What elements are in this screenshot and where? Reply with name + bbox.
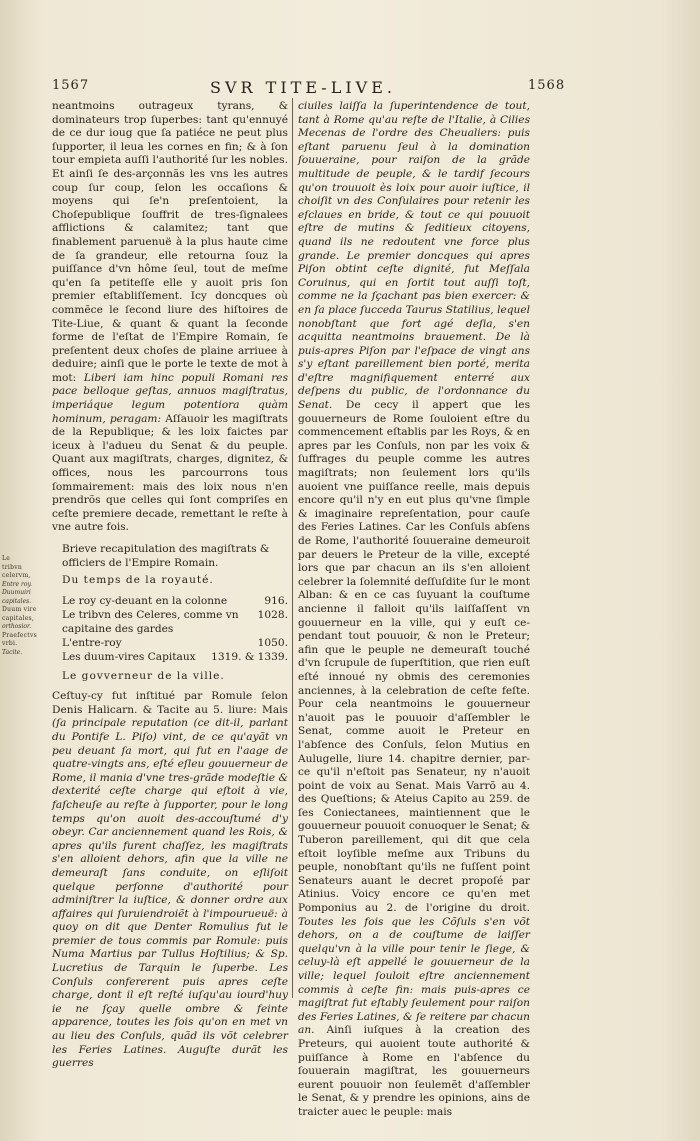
body-paragraph: [52, 100, 288, 535]
running-title: SVR TITE-LIVE.: [210, 78, 396, 97]
section-heading: Brieve recapitulation des magiſtrats & officiers de l'Empire Romain.: [62, 543, 270, 569]
running-header: [0, 78, 700, 98]
body-paragraph: [52, 690, 288, 1071]
magistrate-ref: 1028.: [257, 609, 288, 622]
latin-quote: Liberi iam hinc populi Romani res pace belloque geſtas, annuos magiſtratus, imperiáque legum potentiora quàm hominum, peragam:: [52, 371, 289, 425]
governor-heading: Le govverneur de la ville.: [62, 670, 225, 683]
margin-note: Tacite.: [2, 648, 23, 656]
list-item: [62, 636, 288, 650]
pomponius-quote: Toutes les fois que les Cõſuls s'en võt dehors, on a de couſtume de laiſſer quelqu'vn à la ville pour tenir le ſiege, & celuy-là eſt appellé le gouuerneur de la ville; lequel ſouloit eſtre anciennement commis à ceſte fin: mais puis-apres ce magiſtrat fut eſtably ſeulement pour raiſon des Feries Latines, & ſe reitere par chacun an.: [298, 915, 530, 1037]
margin-note: tribvn: [2, 563, 23, 571]
body-paragraph: [298, 100, 530, 1120]
column-divider: [292, 98, 293, 998]
magistrate-list: [62, 594, 288, 664]
margin-note: Entre roy.: [2, 580, 32, 588]
margin-note: Duumuiri capitales.: [2, 589, 32, 605]
governor-text: Ceſtuy-cy fut inſtitué par Romule ſelon Denis Halicarn. & Tacite au 5. liure: Mais: [52, 690, 288, 716]
right-page-number: 1568: [528, 78, 566, 93]
margin-notes: [2, 555, 50, 657]
intro-text: neantmoins outrageux tyrans, & dominateurs trop ſuperbes: tant qu'ennuyé de ce dur ioug que ſa patiéce ne peut plus ſupporter, il leua les cornes en fin; & à ſon tour empieta auſſi l'authorité ſur les nobles. Et ainſi ſe des-arçonnãs les vns les autres coup ſur coup, ſelon les occaſions & moyens qui ſe'n preſentoient, la Choſepublique ſouffrit de tres-ſignalees afflictions & calamitez; tant que finablement paruenuë à la plus haute cime de ſa grandeur, elle retourna ſouz la puiſſance d'vn hôme ſeul, tout de meſme qu'en ſa petiteſſe elle y auoit pris ſon premier eſtabliſſement. Icy doncques où commẽce le ſecond liure des hiſtoires de Tite-Liue, & quant & quant la ſeconde forme de l'eſtat de l'Empire Romain, ſe preſentent deux choſes de plaine arriuee à deduire; ainſi que le porte le texte de mot à mot:: [52, 100, 288, 384]
right-column: [298, 100, 530, 1120]
after-quote-text: Aſſauoir les magiſtrats de la Republique; & les loix faictes par iceux à l'adueu du Senat & du peuple. Quant aux magiſtrats, charges, dignitez, & offices, nous les parcourrons tous ſommairement: mais des loix nous n'en prendrõs que celles qui ſont compriſes en ceſte premiere decade, remettant le reſte à vne autre fois.: [52, 412, 288, 534]
margin-note: Duum vire: [2, 606, 37, 613]
margin-note: capitales,: [2, 614, 35, 622]
magistrate-label: Les duum-vires Capitaux: [62, 651, 196, 664]
list-item: [62, 650, 288, 664]
magistrate-label: Le roy cy-deuant en la colonne: [62, 595, 228, 608]
list-item: [62, 594, 288, 608]
margin-note: Praefectvs: [2, 631, 38, 639]
magistrate-label: L'entre-roy: [62, 637, 122, 650]
magistrate-ref: 1319. & 1339.: [211, 651, 288, 664]
margin-note: Le: [2, 555, 11, 562]
left-page-number: 1567: [52, 78, 90, 93]
left-column: [52, 100, 288, 1071]
sub-heading: Du temps de la royauté.: [62, 574, 214, 587]
magistrate-label: Le tribvn des Celeres, comme vn capitaine des gardes: [62, 609, 239, 636]
italic-quotation: (ſa principale reputation (ce dit-il, parlant du Pontife L. Piſo) vint, de ce qu'ayãt vn peu deuant ſa mort, qui fut en l'aage de quatre-vingts ans, eſté eſleu gouuerneur de Rome, il mania d'vne tres-grãde modeſtie & dexterité ceſte charge qui eſtoit à vie, faſcheuſe au reſte à ſupporter, pour le long temps qu'on auoit des-accouſtumé d'y obeyr. Car anciennement quand les Rois, & apres qu'ils furent chaſſez, les magiſtrats s'en alloient dehors, afin que la ville ne demeuraſt ſans conduite, on eſliſoit quelque perſonne d'authorité pour adminiſtrer la iuſtice, & donner ordre aux affaires qui ſuruiendroiẽt à l'impourueuë: à quoy on dit que Denter Romulius fut le premier de tous commis par Romule: puis Numa Martius par Tullus Hoſtilius; & Sp. Lucretius de Tarquin le ſuperbe. Les Conſuls confererent puis apres ceſte charge, dont il eſt reſté iuſqu'au iourd'huy ie ne ſçay quelle ombre & feinte apparence, toutes les fois qu'on en met vn au lieu des Conſuls, quãd ils võt celebrer les Feries Latines. Auguſte durãt les guerres: [52, 717, 288, 1070]
margin-note: vrbi.: [2, 640, 18, 647]
italic-quotation: ciuiles laiſſa la ſuperintendence de tout, tant à Rome qu'au reſte de l'Italie, à Cilies Mecenas de l'ordre des Cheualiers: puis eſtant paruenu ſeul à la domination ſouueraine, pour raiſon de la grãde multitude de peuple, & le tardif ſecours qu'on trouuoit ès loix pour auoir iuſtice, il choiſit vn des Conſulaires pour retenir les eſclaues en bride, & tout ce qui pouuoit eſtre de mutins & ſeditieux citoyens, quand ils ne redoutent vne force plus grande. Le premier doncques qui apres Piſon obtint ceſte dignité, fut Meſſala Coruinus, qui en ſortit tout auſſi toſt, comme ne la ſçachant pas bien exercer: & en ſa place ſucceda Taurus Statilius, lequel nonobſtant que fort agé deſia, s'en acquitta neantmoins brauement. De là puis-apres Piſon par l'eſpace de vingt ans s'y eſtant pareillement bien porté, merita d'eſtre magnifiquement enterré aux deſpens du public, de l'ordonnance du Senat.: [298, 100, 530, 412]
magistrate-ref: 916.: [264, 595, 288, 608]
list-item: [62, 608, 288, 636]
body-text: De cecy il appert que les gouuerneurs de Rome ſouloient eſtre du commencement eſtablis par les Roys, & en apres par les Conſuls, non par les voix & ſuffrages du peuple comme les autres magiſtrats; non ſeulement lors qu'ils auoient vne puiſſance reelle, mais depuis encore qu'il n'y en eut plus qu'vne ſimple & imaginaire repreſentation, pour cauſe des Feries Latines. Car les Conſuls abſens de Rome, l'authorité ſouueraine demeuroit par deuers le Preteur de la ville, excepté lors que par chacun an ils s'en alloient celebrer la ſolemnité deſſuſdite ſur le mont Alban: & en ce cas ſuyuant la couſtume ancienne il falloit qu'ils laiſſaſſent vn gouuerneur en la ville, qui y euſt ce-pendant tout pouuoir, & non le Preteur; afin que le peuple ne demeuraſt touché d'vn ſcrupule de ſuperſtition, que rien euſt eſté innoué ny obmis des ceremonies anciennes, à la celebration de ceſte feſte. Pour cela neantmoins le gouuerneur n'auoit pas le pouuoir d'aſſembler le Senat, comme auoit le Preteur en l'abſence des Conſuls, ſelon Mutius en Aulugelle, liure 14. chapitre dernier, par-ce qu'il n'eſtoit pas Senateur, ny n'auoit point de voix au Senat. Mais Varrõ au 4. des Queſtions; & Ateius Capito au 259. de ſes Coniectanees, maintiennent que le gouuerneur pouuoit conuoquer le Senat; & Tuberon pareillement, qui dit que cela eſtoit loyſible meſme aux Tribuns du peuple, nonobſtant qu'ils ne fuſſent point Senateurs auant le decret propoſé par Atinius. Voicy encore ce qu'en met Pomponius au 2. de l'origine du droit.: [298, 399, 530, 915]
magistrate-ref: 1050.: [257, 637, 288, 650]
closing-text: Ainſi iuſques à la creation des Preteurs, qui auoient toute authorité & puiſſance à Rome en l'abſence du ſouuerain magiſtrat, les gouuerneurs eurent pouuoir non ſeulemẽt d'aſſembler le Senat, & y prendre les opinions, ains de traicter auec le peuple: mais: [298, 1024, 531, 1118]
margin-note: celervm,: [2, 572, 31, 579]
margin-note: orthosior.: [2, 623, 32, 630]
